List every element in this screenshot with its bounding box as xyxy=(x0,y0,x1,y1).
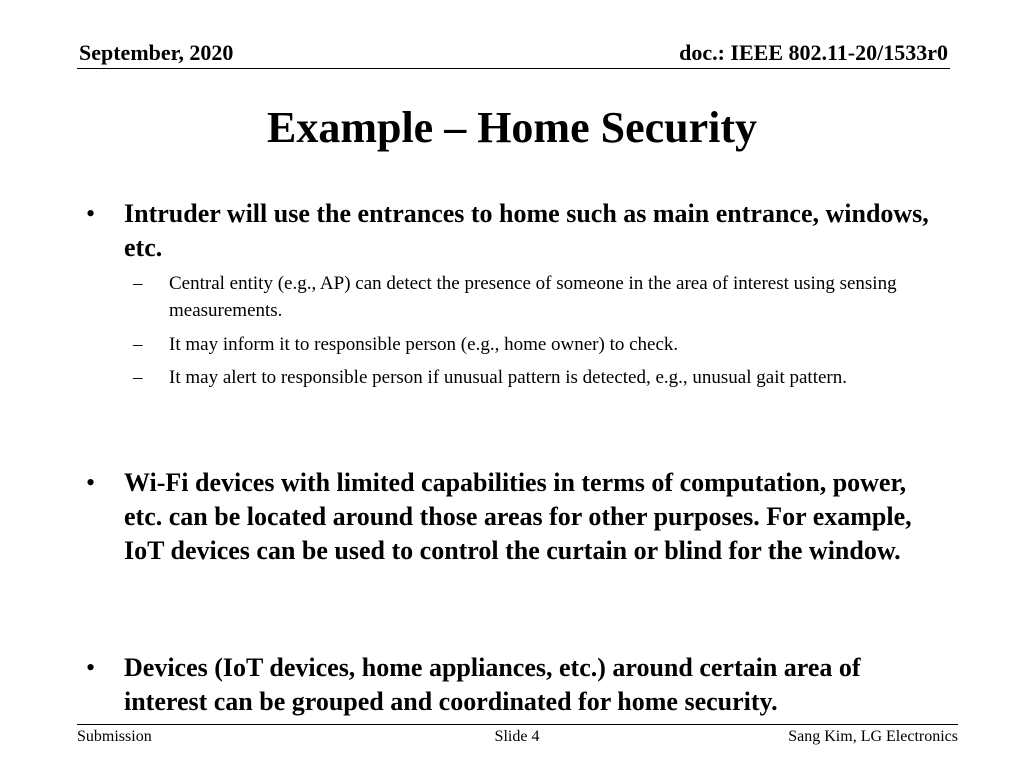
bullet-1 xyxy=(80,197,930,265)
bullet-2 xyxy=(80,466,930,568)
footer-author: Sang Kim, LG Electronics xyxy=(788,728,958,745)
dash-marker: – xyxy=(133,367,143,388)
sub-bullet-text: It may inform it to responsible person (e.g., home owner) to check. xyxy=(169,334,679,355)
sub-bullet-1-3 xyxy=(133,364,923,391)
bullet-text: Intruder will use the entrances to home such as main entrance, windows, etc. xyxy=(124,199,929,262)
footer-submission: Submission xyxy=(77,728,152,745)
bullet-marker: • xyxy=(86,199,96,228)
sub-bullet-text: It may alert to responsible person if unusual pattern is detected, e.g., unusual gait pattern. xyxy=(169,367,847,388)
bullet-marker: • xyxy=(86,468,96,497)
sub-bullet-1-1 xyxy=(133,270,923,324)
footer-slide-number: Slide 4 xyxy=(494,728,540,745)
header-doc-id: doc.: IEEE 802.11-20/1533r0 xyxy=(679,40,948,65)
slide-title: Example – Home Security xyxy=(266,103,758,152)
bullet-text: Wi-Fi devices with limited capabilities in terms of computation, power, etc. can be located around those areas for other purposes. For example, IoT devices can be used to control the curtain or blind for the window. xyxy=(124,468,912,565)
dash-marker: – xyxy=(133,273,143,294)
bullet-3 xyxy=(80,651,930,719)
sub-bullet-text: Central entity (e.g., AP) can detect the presence of someone in the area of interest using sensing measurements. xyxy=(169,273,897,321)
header-date: September, 2020 xyxy=(79,40,234,65)
sub-bullet-1-2 xyxy=(133,331,923,358)
bullet-marker: • xyxy=(86,653,96,682)
footer-divider xyxy=(77,724,958,725)
dash-marker: – xyxy=(133,334,143,355)
bullet-text: Devices (IoT devices, home appliances, etc.) around certain area of interest can be grouped and coordinated for home security. xyxy=(124,653,861,716)
header-divider xyxy=(77,68,950,69)
